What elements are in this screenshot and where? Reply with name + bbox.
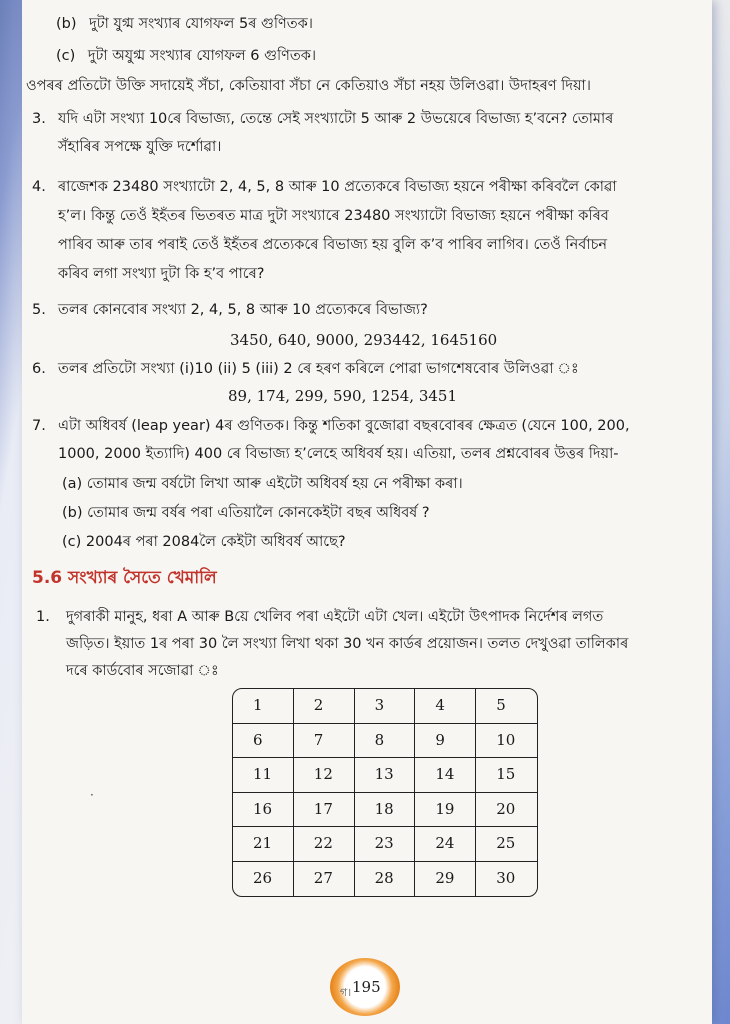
q6-number: 6. — [32, 361, 46, 377]
q4-number: 4. — [32, 179, 46, 195]
q7-sub-b: (b) তোমাৰ জন্ম বৰ্ষৰ পৰা এতিয়ালৈ কোনকেইটা বছৰ অধিবৰ্ষ ? — [62, 505, 430, 521]
q4-line-2: হ’ল। কিন্তু তেওঁ ইহঁতৰ ভিতৰত মাত্ৰ দুটা সংখ্যাৰে 23480 সংখ্যাটো বিভাজ্য হয়নে পৰীক্ষা কৰিব — [58, 208, 609, 224]
grid-cell: 30 — [496, 869, 516, 888]
item-c-text: দুটা অযুগ্ম সংখ্যাৰ যোগফল 6 গুণিতক। — [87, 48, 317, 64]
grid-cell: 9 — [415, 724, 476, 759]
grid-cell: 1 — [233, 689, 294, 724]
q6-text: তলৰ প্ৰতিটো সংখ্যা (i)10 (ii) 5 (iii) 2 ৰে হৰণ কৰিলে পোৱা ভাগশেষবোৰ উলিওৱা ঃ — [58, 361, 579, 377]
grid-cell: 4 — [415, 689, 476, 724]
grid-cell: 24 — [415, 827, 476, 862]
grid-cell: 13 — [355, 758, 416, 793]
intro-line: ওপৰৰ প্ৰতিটো উক্তি সদায়েই সঁচা, কেতিয়াবা সঁচা নে কেতিয়াও সঁচা নহয় উলিওৱা। উদাহৰণ দিয়া। — [26, 78, 591, 94]
grid-cell: 12 — [294, 758, 355, 793]
grid-cell: 29 — [415, 862, 476, 897]
q3-line-1: যদি এটা সংখ্যা 10ৰে বিভাজ্য, তেন্তে সেই সংখ্যাটো 5 আৰু 2 উভয়েৰে বিভাজ্য হ’বনে? তোমাৰ — [58, 111, 614, 127]
grid-row — [233, 758, 537, 793]
grid-cell: 17 — [294, 793, 355, 828]
grid-cell: 11 — [233, 758, 294, 793]
q7-line-2: 1000, 2000 ইত্যাদি) 400 ৰে বিভাজ্য হ’লেহে অধিবৰ্ষ হয়। এতিয়া, তলৰ প্ৰশ্নবোৰৰ উত্তৰ দিয়া- — [58, 446, 619, 462]
grid-cell: 14 — [415, 758, 476, 793]
grid-cell: 7 — [294, 724, 355, 759]
item-b — [56, 12, 313, 37]
grid-cell: 23 — [355, 827, 416, 862]
grid-cell: 6 — [233, 724, 294, 759]
game-line-3: দৰে কাৰ্ডবোৰ সজোৱা ঃ — [66, 663, 219, 679]
grid-cell: 25 — [476, 827, 537, 862]
stray-dot: · — [90, 788, 94, 802]
grid-cell: 2 — [294, 689, 355, 724]
card-grid-table — [232, 688, 538, 897]
grid-cell: 21 — [233, 827, 294, 862]
grid-cell: 20 — [476, 793, 537, 828]
game-line-2: জড়িত। ইয়াত 1ৰ পৰা 30 লৈ সংখ্যা লিখা থকা 30 খন কাৰ্ডৰ প্ৰয়োজন। তলত দেখুওৱা তালিকাৰ — [66, 636, 629, 652]
q4-line-4: কৰিব লগা সংখ্যা দুটা কি হ’ব পাৰে? — [58, 266, 265, 282]
grid-cell: 15 — [476, 758, 537, 793]
q3-number: 3. — [32, 111, 46, 127]
q4-line-3: পাৰিব আৰু তাৰ পৰাই তেওঁ ইহঁতৰ প্ৰত্যেকৰে বিভাজ্য হয় বুলি ক’ব পাৰিব লাগিব। তেওঁ নিৰ্বাচন — [58, 237, 608, 253]
item-b-marker: (b) — [56, 16, 77, 32]
grid-row — [233, 862, 537, 897]
q5-numbers: 3450, 640, 9000, 293442, 1645160 — [230, 331, 498, 349]
q7-number: 7. — [32, 418, 46, 434]
grid-row — [233, 827, 537, 862]
q6-numbers: 89, 174, 299, 590, 1254, 3451 — [228, 387, 458, 405]
grid-cell: 16 — [233, 793, 294, 828]
q5-number: 5. — [32, 302, 46, 318]
grid-row — [233, 689, 537, 724]
q5-text: তলৰ কোনবোৰ সংখ্যা 2, 4, 5, 8 আৰু 10 প্ৰত্যেকৰে বিভাজ্য? — [58, 302, 428, 318]
q3-line-2: সঁহাৰিৰ সপক্ষে যুক্তি দৰ্শোৱা। — [58, 139, 222, 155]
page-number: 195 — [352, 978, 381, 996]
grid-cell: 27 — [294, 862, 355, 897]
badge-mark: গ। — [340, 986, 352, 999]
grid-cell: 18 — [355, 793, 416, 828]
game-number: 1. — [36, 609, 50, 625]
item-c — [56, 44, 316, 69]
grid-cell: 26 — [233, 862, 294, 897]
game-line-1: দুগৰাকী মানুহ, ধৰা A আৰু Bয়ে খেলিব পৰা এইটো এটা খেল। এইটো উৎপাদক নিৰ্দেশৰ লগত — [66, 609, 604, 625]
q4-line-1: ৰাজেশক 23480 সংখ্যাটো 2, 4, 5, 8 আৰু 10 প্ৰত্যেকৰে বিভাজ্য হয়নে পৰীক্ষা কৰিবলৈ কোৱা — [58, 179, 617, 195]
grid-cell: 5 — [476, 689, 537, 724]
grid-cell: 19 — [415, 793, 476, 828]
item-b-text: দুটা যুগ্ম সংখ্যাৰ যোগফল 5ৰ গুণিতক। — [89, 16, 313, 32]
q7-line-1: এটা অধিবৰ্ষ (leap year) 4ৰ গুণিতক। কিন্তু শতিকা বুজোৱা বছৰবোৰৰ ক্ষেত্ৰত (যেনে 100, 200, — [58, 418, 630, 434]
grid-cell: 22 — [294, 827, 355, 862]
q7-sub-c: (c) 2004ৰ পৰা 2084লৈ কেইটা অধিবৰ্ষ আছে? — [62, 534, 346, 550]
item-c-marker: (c) — [56, 48, 76, 64]
textbook-page — [22, 0, 712, 1024]
section-title: 5.6 সংখ্যাৰ সৈতে খেমালি — [32, 568, 217, 588]
grid-cell: 10 — [476, 724, 537, 759]
grid-cell: 3 — [355, 689, 416, 724]
grid-cell: 28 — [355, 862, 416, 897]
grid-row — [233, 724, 537, 759]
q7-sub-a: (a) তোমাৰ জন্ম বৰ্ষটো লিখা আৰু এইটো অধিবৰ্ষ হয় নে পৰীক্ষা কৰা। — [62, 476, 463, 492]
grid-cell: 8 — [355, 724, 416, 759]
grid-row — [233, 793, 537, 828]
